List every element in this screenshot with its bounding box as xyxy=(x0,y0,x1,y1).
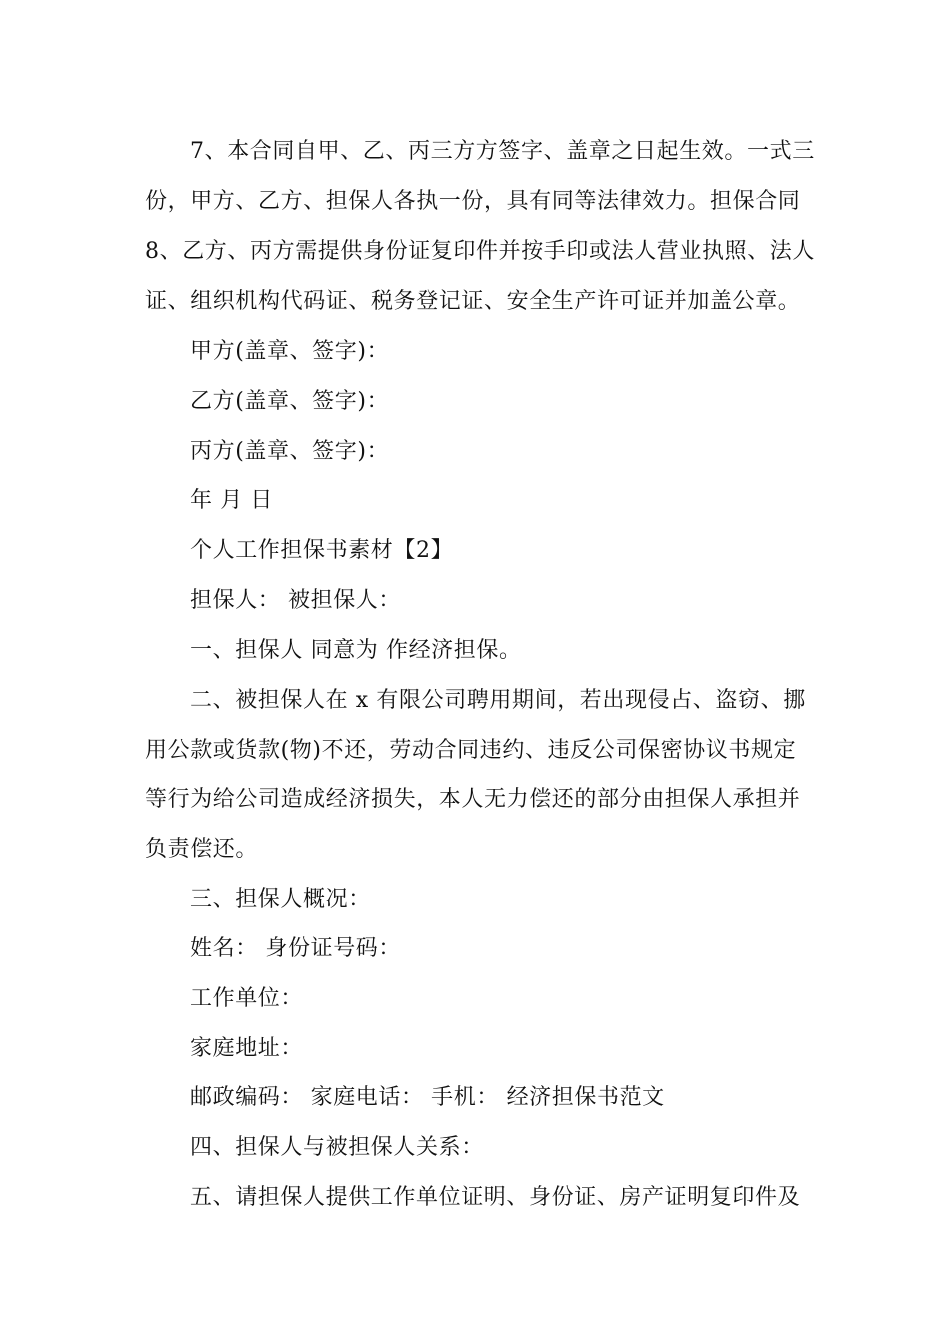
party-a-signature: 甲方(盖章、签字)： xyxy=(190,339,390,364)
date-line: 年 月 日 xyxy=(190,488,273,513)
item-1-line: 一、担保人 同意为 作经济担保。 xyxy=(190,638,522,663)
item-3-heading: 三、担保人概况： xyxy=(190,887,371,912)
clause-7-line-2: 份，甲方、乙方、担保人各执一份，具有同等法律效力。担保合同 xyxy=(145,189,801,214)
party-b-signature: 乙方(盖章、签字)： xyxy=(190,389,390,414)
item-2-line-2: 用公款或货款(物)不还，劳动合同违约、违反公司保密协议书规定 xyxy=(145,738,797,763)
section-title: 个人工作担保书素材【2】 xyxy=(190,538,454,563)
item-2-line-4: 负责偿还。 xyxy=(145,837,259,862)
guarantor-line: 担保人： 被担保人： xyxy=(190,588,401,613)
clause-8-line-1: 8、乙方、丙方需提供身份证复印件并按手印或法人营业执照、法人 xyxy=(145,239,815,264)
work-unit-line: 工作单位： xyxy=(190,986,304,1011)
clause-8-line-2: 证、组织机构代码证、税务登记证、安全生产许可证并加盖公章。 xyxy=(145,289,801,314)
home-address-line: 家庭地址： xyxy=(190,1036,304,1061)
item-2-line-1: 二、被担保人在 x 有限公司聘用期间，若出现侵占、盗窃、挪 xyxy=(190,688,806,713)
clause-7-line-1: 7、本合同自甲、乙、丙三方方签字、盖章之日起生效。一式三 xyxy=(190,139,815,164)
party-c-signature: 丙方(盖章、签字)： xyxy=(190,439,390,464)
item-4-line: 四、担保人与被担保人关系： xyxy=(190,1135,484,1160)
item-2-line-3: 等行为给公司造成经济损失，本人无力偿还的部分由担保人承担并 xyxy=(145,787,801,812)
name-id-line: 姓名： 身份证号码： xyxy=(190,936,401,961)
contact-line: 邮政编码： 家庭电话： 手机： 经济担保书范文 xyxy=(190,1085,665,1110)
item-5-line: 五、请担保人提供工作单位证明、身份证、房产证明复印件及 xyxy=(190,1185,801,1210)
